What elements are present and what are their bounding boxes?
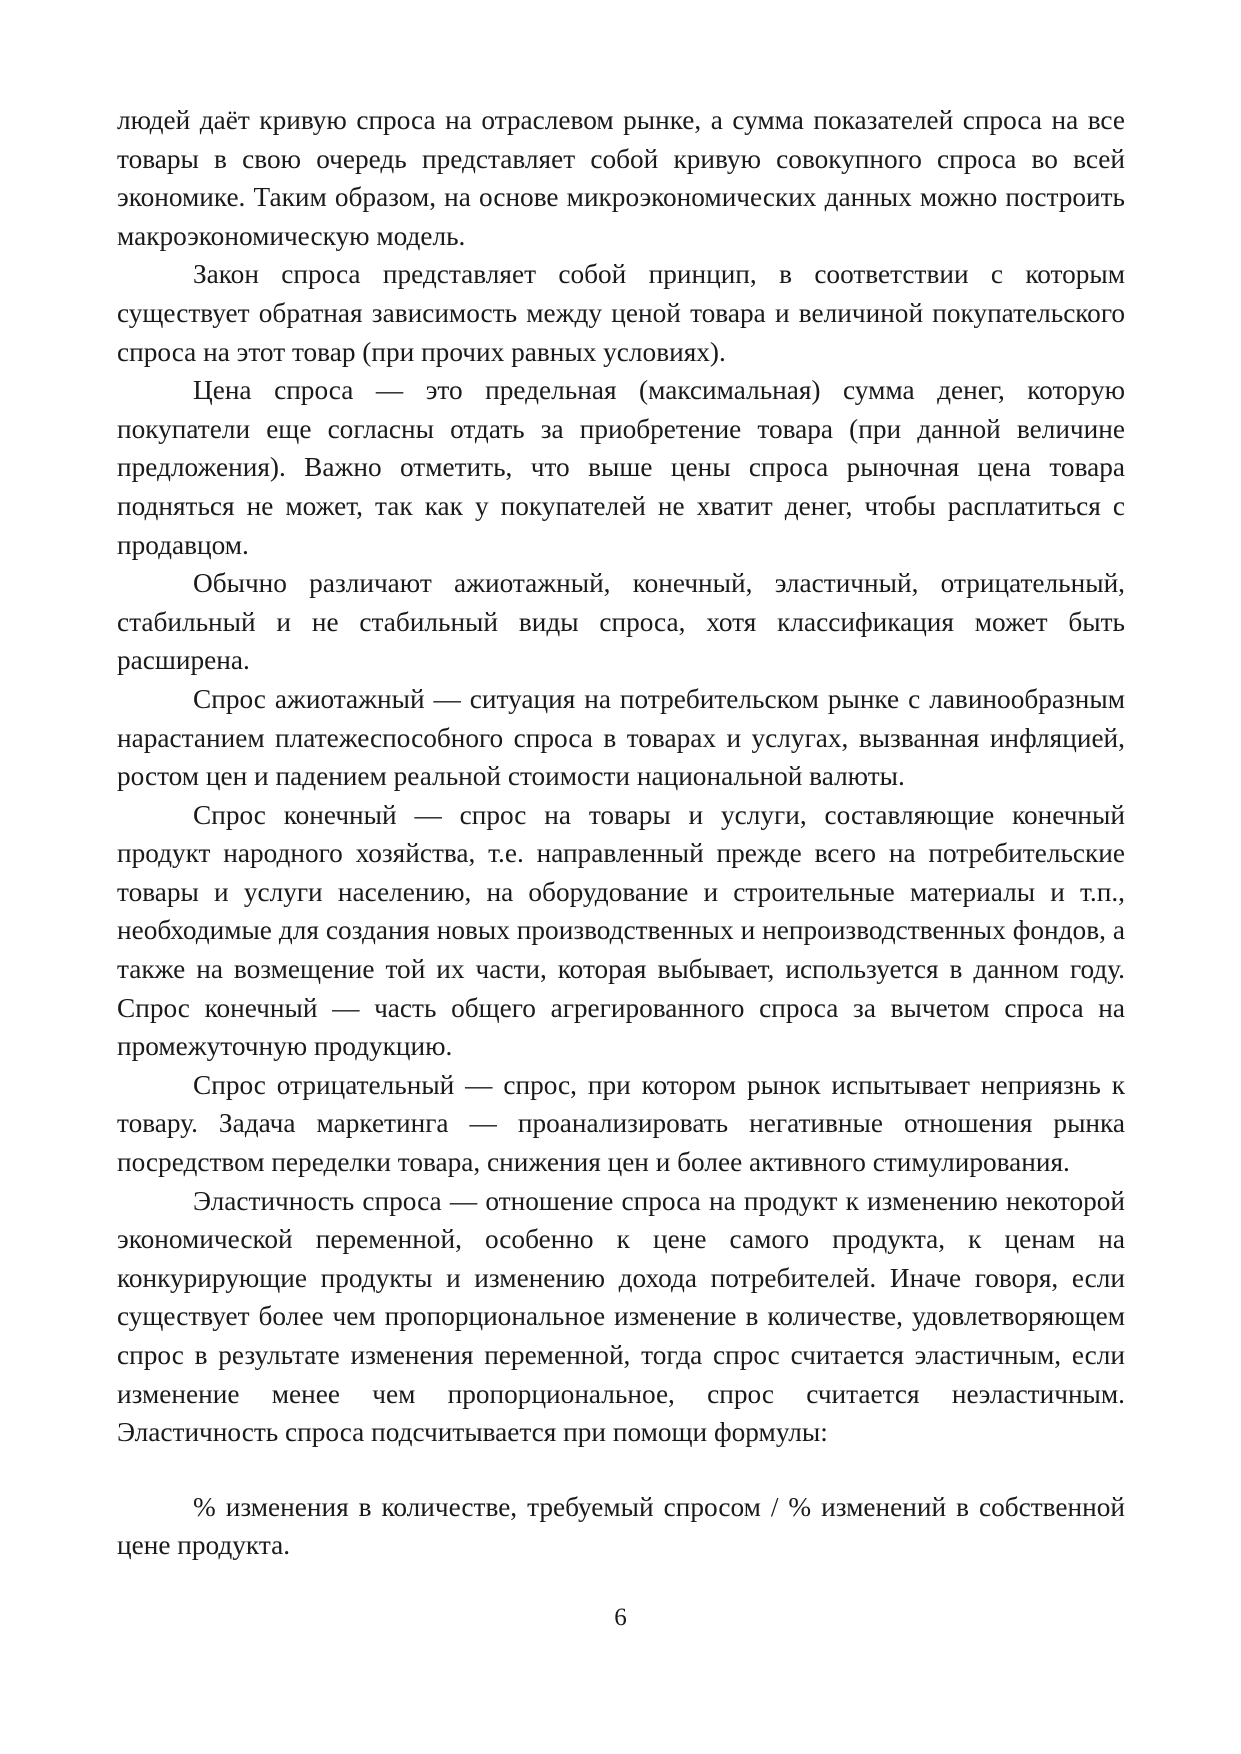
page-body <box>117 101 1125 1565</box>
paragraph-negative-demand: Спрос отрицательный — спрос, при котором рынок испытывает неприязнь к товару. Задача маркетинга — проанализировать негативные отношения рынка посредством переделки товара, снижения цен и более активного стимулирования. <box>117 1069 1125 1178</box>
paragraph-demand-types: Обычно различают ажиотажный, конечный, эластичный, отрицательный, стабильный и не стабильный виды спроса, хотя классификация может быть расширена. <box>117 568 1125 676</box>
paragraph-law-of-demand: Закон спроса представляет собой принцип, в соответствии с которым существует обратная зависимость между ценой товара и величиной покупательского спроса на этот товар (при прочих равных условиях). <box>117 259 1125 367</box>
page-number: 6 <box>614 1604 627 1631</box>
paragraph-final-demand: Спрос конечный — спрос на товары и услуги, составляющие конечный продукт народного хозяйства, т.е. направленный прежде всего на потребительские товары и услуги населению, на оборудование и строительные материалы и т.п., необходимые для создания новых производственных и непроизводственных фондов, а также на возмещение той их части, которая выбывает, используется в данном году. Спрос конечный — часть общего агрегированного спроса за вычетом спроса на промежуточную продукцию. <box>117 799 1125 1062</box>
paragraph-rush-demand: Спрос ажиотажный — ситуация на потребительском рынке с лавинообразным нарастанием платежеспособного спроса в товарах и услугах, вызванная инфляцией, ростом цен и падением реальной стоимости национальной валюты. <box>117 683 1125 792</box>
paragraph-demand-elasticity: Эластичность спроса — отношение спроса на продукт к изменению некоторой экономической переменной, особенно к цене самого продукта, к ценам на конкурирующие продукты и изменению дохода потребителей. Иначе говоря, если существует более чем пропорциональное изменение в количестве, удовлетворяющем спрос в результате изменения переменной, тогда спрос считается эластичным, если изменение менее чем пропорциональное, спрос считается неэластичным. Эластичность спроса подсчитывается при помощи формулы: <box>117 1185 1125 1448</box>
paragraph-demand-curves: людей даёт кривую спроса на отраслевом рынке, а сумма показателей спроса на все товары в свою очередь представляет собой кривую совокупного спроса во всей экономике. Таким образом, на основе микроэкономических данных можно построить макроэкономическую модель. <box>117 105 1125 251</box>
paragraph-demand-price: Цена спроса — это предельная (максимальная) сумма денег, которую покупатели еще согласны отдать за приобретение товара (при данной величине предложения). Важно отметить, что выше цены спроса рыночная цена товара подняться не может, так как у покупателей не хватит денег, чтобы расплатиться с продавцом. <box>117 375 1125 560</box>
elasticity-formula: % изменения в количестве, требуемый спросом / % изменений в собственной цене продукта. <box>117 1491 1125 1561</box>
